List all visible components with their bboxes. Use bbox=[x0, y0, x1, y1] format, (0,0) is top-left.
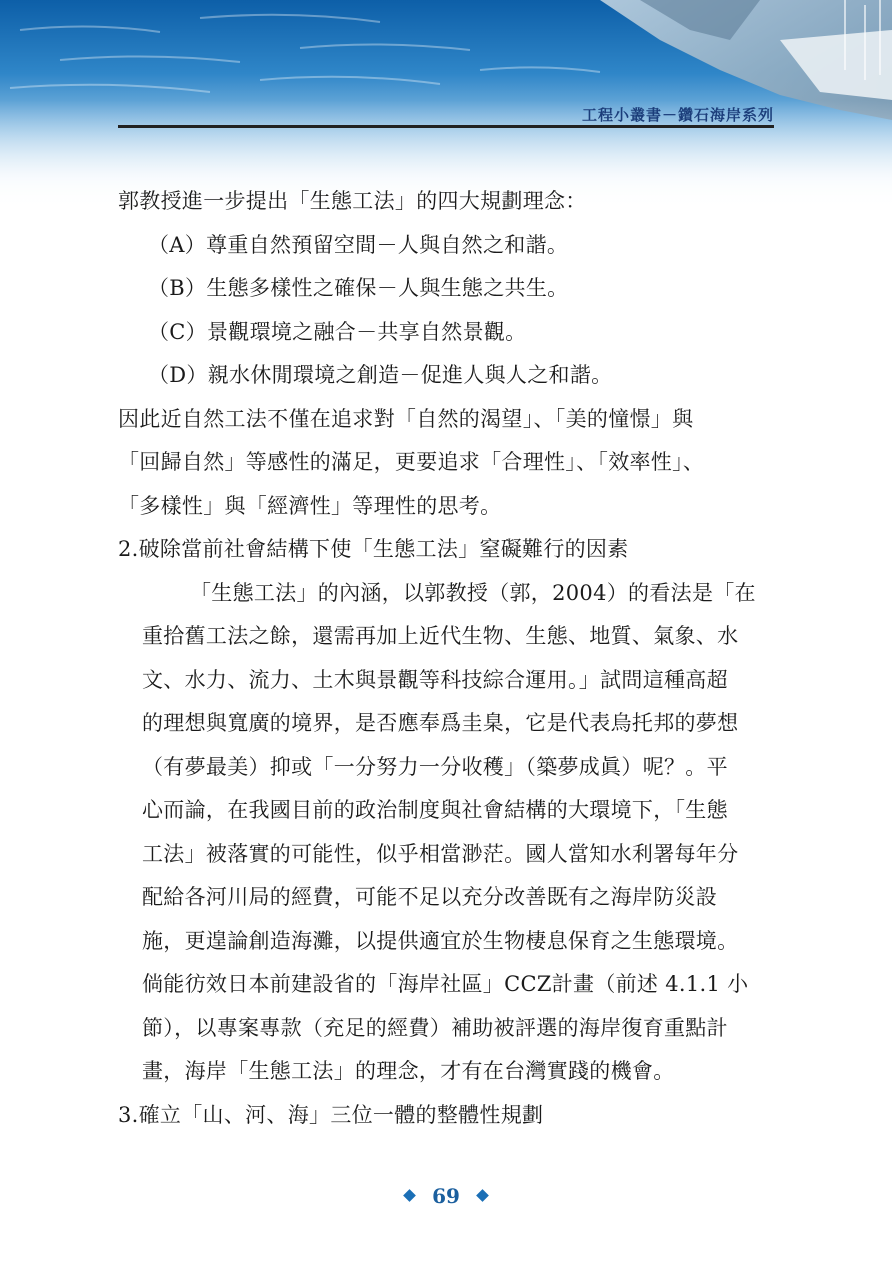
summary-line: 「回歸自然」等感性的滿足，更要追求「合理性」、「效率性」、 bbox=[118, 450, 705, 474]
intro-line: 郭教授進一步提出「生態工法」的四大規劃理念： bbox=[118, 189, 587, 213]
diamond-icon bbox=[403, 1189, 416, 1202]
summary-line: 「多樣性」與「經濟性」等理性的思考。 bbox=[118, 493, 502, 518]
section-2-line: 工法」被落實的可能性，似乎相當渺茫。國人當知水利署每年分 bbox=[142, 841, 739, 866]
section-2-line: 倘能彷效日本前建設省的「海岸社區」CCZ計畫（前述 4.1.1 小 bbox=[142, 972, 749, 996]
section-3-heading: 3.確立「山、河、海」三位一體的整體性規劃 bbox=[118, 1102, 544, 1127]
section-2-line: 的理想與寬廣的境界，是否應奉爲圭臬，它是代表烏托邦的夢想 bbox=[142, 711, 739, 735]
summary-line: 因此近自然工法不僅在追求對「自然的渴望」、「美的憧憬」與 bbox=[118, 406, 694, 431]
series-title: 工程小叢書－鑽石海岸系列 bbox=[581, 106, 774, 124]
section-2-line: 配給各河川局的經費，可能不足以充分改善既有之海岸防災設 bbox=[142, 885, 718, 909]
principle-item: （B）生態多樣性之確保－人與生態之共生。 bbox=[148, 276, 569, 300]
section-2-line: 文、水力、流力、土木與景觀等科技綜合運用。」試問這種高超 bbox=[142, 667, 728, 692]
principle-item: （C）景觀環境之融合－共享自然景觀。 bbox=[148, 319, 527, 344]
principle-item: （A）尊重自然預留空間－人與自然之和諧。 bbox=[148, 232, 569, 257]
section-2-line: 畫，海岸「生態工法」的理念，才有在台灣實踐的機會。 bbox=[142, 1059, 675, 1083]
page-number: 69 bbox=[432, 1184, 460, 1208]
header-divider bbox=[118, 125, 774, 128]
page-footer bbox=[0, 1184, 892, 1208]
principle-item: （D）親水休閒環境之創造－促進人與人之和諧。 bbox=[148, 363, 613, 387]
diamond-icon bbox=[476, 1189, 489, 1202]
section-2-line: 「生態工法」的內涵，以郭教授（郭，2004）的看法是「在 bbox=[190, 580, 756, 605]
section-2-line: （有夢最美）抑或「一分努力一分收穫」（築夢成眞）呢？。平 bbox=[142, 754, 728, 779]
section-2-heading: 2.破除當前社會結構下使「生態工法」窒礙難行的因素 bbox=[118, 537, 629, 561]
section-2-line: 心而論，在我國目前的政治制度與社會結構的大環境下，「生態 bbox=[142, 798, 728, 822]
section-2-line: 重拾舊工法之餘，還需再加上近代生物、生態、地質、氣象、水 bbox=[142, 624, 739, 648]
page-content bbox=[118, 180, 778, 1137]
section-2-line: 施，更遑論創造海灘，以提供適宜於生物棲息保育之生態環境。 bbox=[142, 928, 739, 953]
section-2-line: 節），以專案專款（充足的經費）補助被評選的海岸復育重點計 bbox=[142, 1015, 728, 1040]
